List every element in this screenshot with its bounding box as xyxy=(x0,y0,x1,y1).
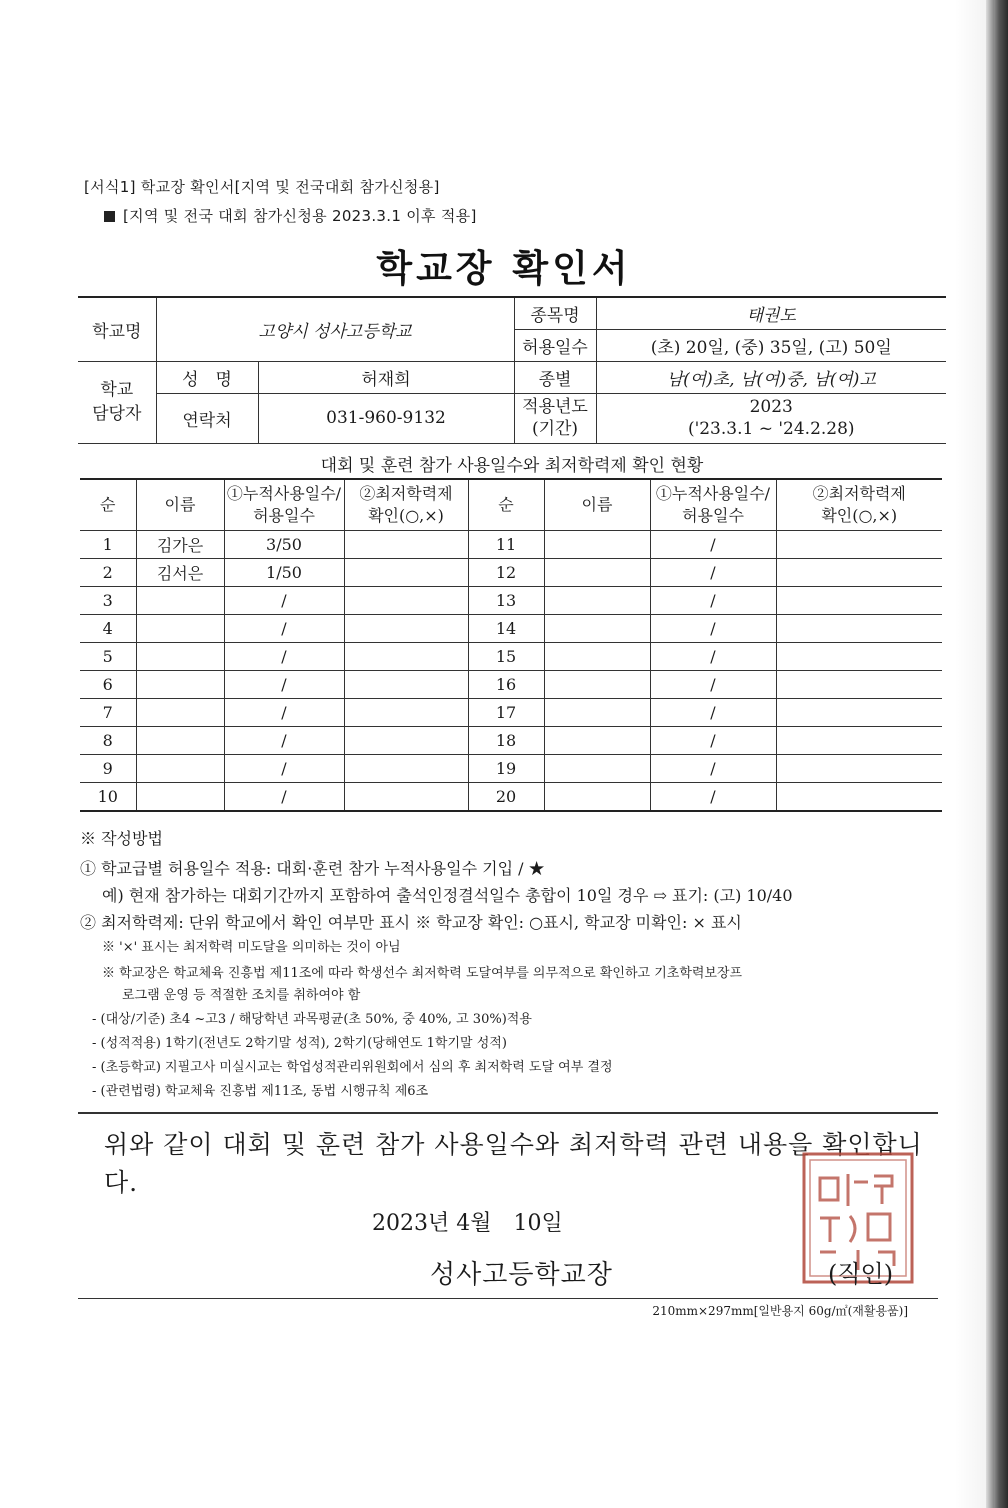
cell-check xyxy=(344,783,468,812)
gender-label: 종별 xyxy=(514,361,596,393)
table-row xyxy=(80,643,942,671)
instruction-dash-3: - (초등학교) 지필고사 미실시교는 학업성적관리위원회에서 심의 후 최저학력 도달 여부 결정 xyxy=(92,1060,613,1075)
cell-check xyxy=(776,727,942,755)
cell-days: / xyxy=(224,727,344,755)
cell-no: 5 xyxy=(80,643,136,671)
cell-no: 11 xyxy=(468,531,544,559)
cell-check xyxy=(344,671,468,699)
cell-days: / xyxy=(650,755,776,783)
cell-days: / xyxy=(650,615,776,643)
cell-days: / xyxy=(650,643,776,671)
cell-check xyxy=(776,587,942,615)
form-scope-text: [지역 및 전국 대회 참가신청용 2023.3.1 이후 적용] xyxy=(123,207,477,225)
cell-name xyxy=(136,755,224,783)
cell-name xyxy=(544,587,650,615)
cell-no: 7 xyxy=(80,699,136,727)
cell-no: 4 xyxy=(80,615,136,643)
page-edge-gradient xyxy=(954,0,994,1508)
cell-name xyxy=(136,783,224,812)
cell-name: 김서은 xyxy=(136,559,224,587)
issue-date: 2023년 4월 10일 xyxy=(372,1211,563,1236)
table-row xyxy=(80,531,942,559)
participation-table xyxy=(80,478,942,812)
table-row xyxy=(80,587,942,615)
table-row xyxy=(80,615,942,643)
table-caption: 대회 및 훈련 참가 사용일수와 최저학력제 확인 현황 xyxy=(320,456,704,476)
cell-days: / xyxy=(224,615,344,643)
cell-days: / xyxy=(650,587,776,615)
name-value: 허재희 xyxy=(258,361,514,393)
header-days: ①누적사용일수/ 허용일수 xyxy=(224,479,344,531)
cell-no: 13 xyxy=(468,587,544,615)
info-table xyxy=(78,296,946,444)
school-label: 학교명 xyxy=(78,297,156,361)
cell-no: 19 xyxy=(468,755,544,783)
contact-label: 연락처 xyxy=(156,393,258,443)
divider xyxy=(78,1112,938,1114)
cell-days: / xyxy=(224,587,344,615)
paper-spec: 210mm×297mm[일반용지 60g/㎡(재활용품)] xyxy=(652,1304,908,1318)
instruction-dash-2: - (성적적용) 1학기(전년도 2학기말 성적), 2학기(당해연도 1학기말 성적) xyxy=(92,1036,507,1051)
cell-name xyxy=(544,615,650,643)
cell-name xyxy=(544,671,650,699)
cell-no: 9 xyxy=(80,755,136,783)
cell-name xyxy=(136,587,224,615)
table-row xyxy=(80,783,942,812)
cell-check xyxy=(776,783,942,812)
cell-check xyxy=(776,671,942,699)
header-check: ②최저학력제 확인(○,×) xyxy=(776,479,942,531)
cell-no: 16 xyxy=(468,671,544,699)
cell-name xyxy=(544,559,650,587)
cell-name xyxy=(136,615,224,643)
table-row xyxy=(80,671,942,699)
cell-name xyxy=(136,671,224,699)
cell-check xyxy=(344,643,468,671)
cell-check xyxy=(344,727,468,755)
seal-label: (직인) xyxy=(828,1260,894,1288)
cell-check xyxy=(776,755,942,783)
manager-label: 학교 담당자 xyxy=(78,361,156,443)
cell-name xyxy=(136,643,224,671)
footer-divider xyxy=(78,1298,938,1299)
instruction-dash-4: - (관련법령) 학교체육 진흥법 제11조, 동법 시행규칙 제6조 xyxy=(92,1084,429,1099)
cell-days: 1/50 xyxy=(224,559,344,587)
cell-no: 12 xyxy=(468,559,544,587)
cell-no: 1 xyxy=(80,531,136,559)
cell-no: 6 xyxy=(80,671,136,699)
instruction-item-1: ① 학교급별 허용일수 적용: 대회·훈련 참가 누적사용일수 기입 / ★ xyxy=(80,859,545,878)
cell-name xyxy=(136,727,224,755)
cell-check xyxy=(776,531,942,559)
instruction-item-1-example: 예) 현재 참가하는 대회기간까지 포함하여 출석인정결석일수 총합이 10일 경우 ⇨ 표기: (고) 10/40 xyxy=(102,886,793,905)
sport-value: 태권도 xyxy=(596,297,946,329)
instruction-item-2-note-2: ※ 학교장은 학교체육 진흥법 제11조에 따라 학생선수 최저학력 도달여부를 의무적으로 확인하고 기초학력보장프 xyxy=(102,966,743,981)
cell-days: / xyxy=(650,531,776,559)
document-title: 학교장 확인서 xyxy=(376,247,632,290)
header-no: 순 xyxy=(468,479,544,531)
cell-days: / xyxy=(650,559,776,587)
cell-days: / xyxy=(650,699,776,727)
contact-value: 031-960-9132 xyxy=(258,393,514,443)
cell-days: / xyxy=(224,643,344,671)
cell-name xyxy=(544,755,650,783)
cell-days: 3/50 xyxy=(224,531,344,559)
cell-check xyxy=(344,755,468,783)
cell-days: / xyxy=(224,755,344,783)
header-name: 이름 xyxy=(544,479,650,531)
cell-no: 8 xyxy=(80,727,136,755)
cell-name xyxy=(544,783,650,812)
period-label: 적용년도 (기간) xyxy=(514,393,596,443)
instruction-item-2-note-2-cont: 로그램 운영 등 적절한 조치를 취하여야 함 xyxy=(122,988,361,1003)
cell-name xyxy=(544,727,650,755)
cell-no: 15 xyxy=(468,643,544,671)
form-scope xyxy=(104,205,477,226)
cell-no: 3 xyxy=(80,587,136,615)
cell-check xyxy=(776,615,942,643)
allowed-days-value: (초) 20일, (중) 35일, (고) 50일 xyxy=(596,329,946,361)
cell-days: / xyxy=(224,699,344,727)
name-label: 성 명 xyxy=(156,361,258,393)
cell-check xyxy=(344,587,468,615)
cell-name xyxy=(544,643,650,671)
signer-title: 성사고등학교장 xyxy=(430,1260,613,1290)
form-number: [서식1] 학교장 확인서[지역 및 전국대회 참가신청용] xyxy=(84,178,440,196)
cell-days: / xyxy=(650,671,776,699)
confirmation-statement: 위와 같이 대회 및 훈련 참가 사용일수와 최저학력 관련 내용을 확인합니다. xyxy=(104,1130,923,1197)
cell-no: 10 xyxy=(80,783,136,812)
cell-name xyxy=(136,699,224,727)
cell-check xyxy=(776,643,942,671)
instruction-item-2-note-1: ※ '×' 표시는 최저학력 미도달을 의미하는 것이 아님 xyxy=(102,940,401,955)
cell-no: 2 xyxy=(80,559,136,587)
cell-name: 김가은 xyxy=(136,531,224,559)
cell-check xyxy=(344,559,468,587)
cell-check xyxy=(344,699,468,727)
cell-days: / xyxy=(224,671,344,699)
instruction-dash-1: - (대상/기준) 초4 ~고3 / 해당학년 과목평균(초 50%, 중 40%, 고 30%)적용 xyxy=(92,1012,532,1027)
cell-days: / xyxy=(650,727,776,755)
gender-value: 남(여)초, 남(여)중, 남(여)고 xyxy=(596,361,946,393)
instruction-item-2: ② 최저학력제: 단위 학교에서 확인 여부만 표시 ※ 학교장 확인: ○표시, 학교장 미확인: × 표시 xyxy=(80,913,742,932)
header-name: 이름 xyxy=(136,479,224,531)
table-row xyxy=(80,559,942,587)
table-row xyxy=(80,699,942,727)
header-no: 순 xyxy=(80,479,136,531)
cell-days: / xyxy=(650,783,776,812)
allowed-days-label: 허용일수 xyxy=(514,329,596,361)
cell-no: 17 xyxy=(468,699,544,727)
header-check: ②최저학력제 확인(○,×) xyxy=(344,479,468,531)
cell-name xyxy=(544,531,650,559)
cell-no: 14 xyxy=(468,615,544,643)
cell-name xyxy=(544,699,650,727)
square-bullet-icon xyxy=(104,211,115,222)
sport-label: 종목명 xyxy=(514,297,596,329)
cell-no: 18 xyxy=(468,727,544,755)
header-days: ①누적사용일수/ 허용일수 xyxy=(650,479,776,531)
cell-check xyxy=(776,699,942,727)
period-value: 2023 ('23.3.1 ~ '24.2.28) xyxy=(596,393,946,443)
cell-no: 20 xyxy=(468,783,544,812)
cell-days: / xyxy=(224,783,344,812)
cell-check xyxy=(344,615,468,643)
school-value: 고양시 성사고등학교 xyxy=(156,297,514,361)
table-row xyxy=(80,727,942,755)
instructions-heading: ※ 작성방법 xyxy=(80,829,163,848)
table-row xyxy=(80,755,942,783)
cell-check xyxy=(344,531,468,559)
cell-check xyxy=(776,559,942,587)
